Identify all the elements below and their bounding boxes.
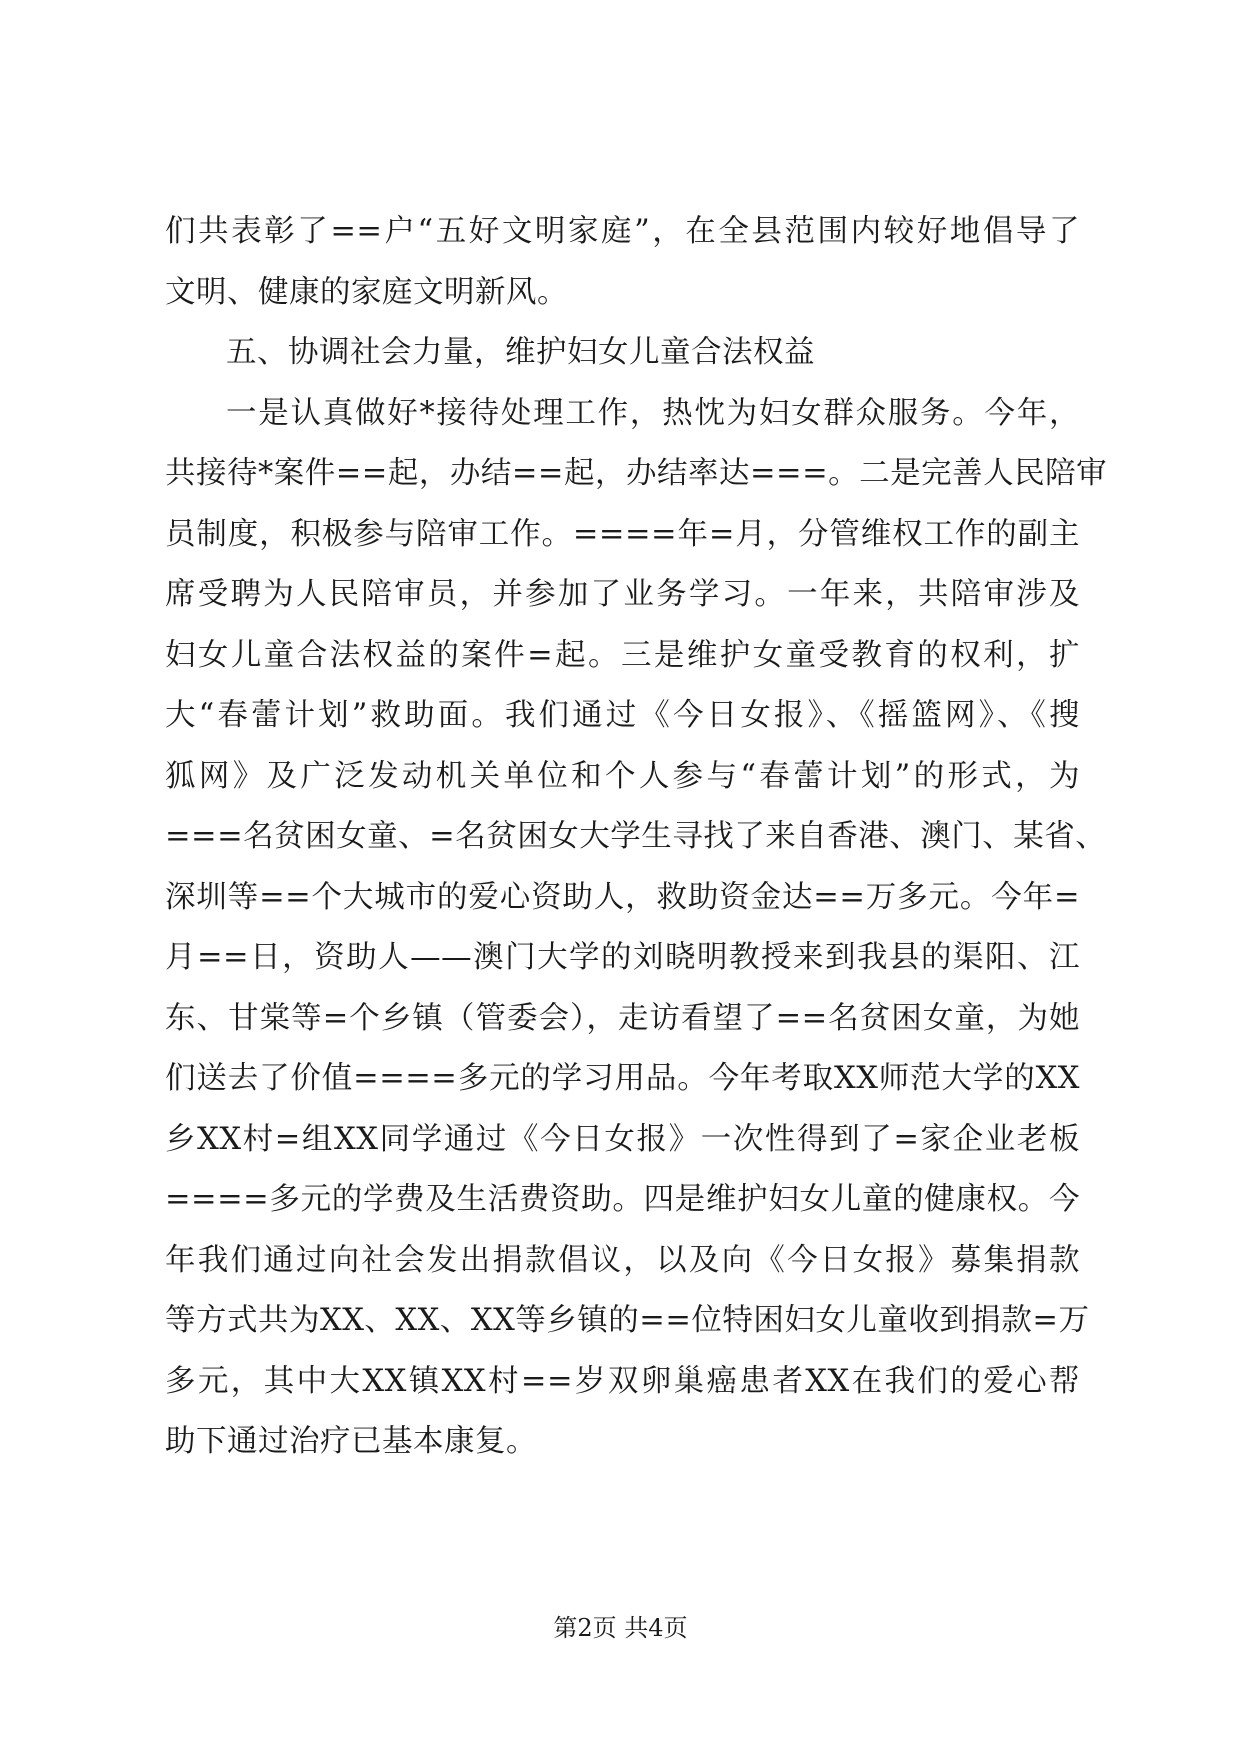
text-line: 等方式共为XX、XX、XX等乡镇的==位特困妇女儿童收到捐款=万 [165,1303,1090,1338]
text-line: 大“春蕾计划”救助面。我们通过《今日女报》、《摇篮网》、《搜 [165,698,1080,733]
text-line: 年我们通过向社会发出捐款倡议，以及向《今日女报》募集捐款 [165,1242,1080,1278]
text-line: 席受聘为人民陪审员，并参加了业务学习。一年来，共陪审涉及 [165,577,1080,612]
text-line: 助下通过治疗已基本康复。 [165,1424,537,1459]
text-line: 员制度，积极参与陪审工作。====年=月，分管维权工作的副主 [165,516,1080,552]
text-line: 共接待*案件==起，办结==起，办结率达===。二是完善人民陪审 [165,456,1108,491]
text-line: 东、甘棠等=个乡镇（管委会），走访看望了==名贫困女童，为她 [165,1000,1080,1036]
text-line: ====多元的学费及生活费资助。四是维护妇女儿童的健康权。今 [165,1182,1080,1217]
text-line: 们送去了价值====多元的学习用品。今年考取XX师范大学的XX [165,1061,1080,1096]
text-line: 乡XX村=组XX同学通过《今日女报》一次性得到了=家企业老板 [165,1121,1080,1157]
text-line: 多元，其中大XX镇XX村==岁双卵巢癌患者XX在我们的爱心帮 [165,1363,1080,1399]
text-line: 深圳等==个大城市的爱心资助人，救助资金达==万多元。今年= [165,879,1080,915]
text-line: 文明、健康的家庭文明新风。 [165,274,568,310]
text-line: ===名贫困女童、=名贫困女大学生寻找了来自香港、澳门、某省、 [165,819,1107,854]
text-line: 妇女儿童合法权益的案件=起。三是维护女童受教育的权利，扩 [165,637,1080,673]
text-line: 月==日，资助人——澳门大学的刘晓明教授来到我县的渠阳、江 [165,940,1080,975]
text-line: 一是认真做好*接待处理工作，热忱为妇女群众服务。今年， [226,395,1080,431]
text-line: 五、协调社会力量，维护妇女儿童合法权益 [226,335,815,370]
text-line: 们共表彰了==户“五好文明家庭”，在全县范围内较好地倡导了 [165,214,1080,249]
text-line: 狐网》及广泛发动机关单位和个人参与“春蕾计划”的形式，为 [165,758,1080,794]
page-footer: 第2页 共4页 [553,1614,688,1642]
document-body [165,202,1108,1473]
